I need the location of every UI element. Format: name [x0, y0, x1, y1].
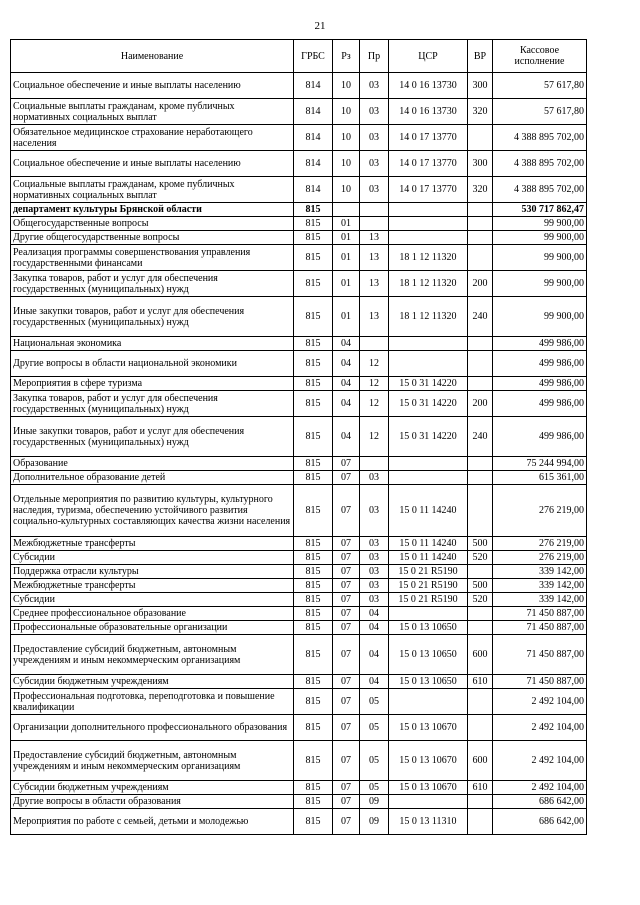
- cell-vr: [468, 337, 493, 351]
- cell-sum: 71 450 887,00: [493, 635, 587, 675]
- cell-pr: 13: [360, 231, 389, 245]
- table-row: [11, 537, 587, 551]
- cell-grbs: 815: [294, 621, 333, 635]
- cell-pr: 13: [360, 245, 389, 271]
- cell-grbs: 815: [294, 537, 333, 551]
- table-row: [11, 607, 587, 621]
- cell-name: Организации дополнительного профессионального образования: [11, 715, 294, 741]
- table-row: [11, 73, 587, 99]
- cell-name: Профессиональная подготовка, переподготовка и повышение квалификации: [11, 689, 294, 715]
- cell-vr: 320: [468, 99, 493, 125]
- cell-grbs: 815: [294, 781, 333, 795]
- cell-rz: 01: [333, 271, 360, 297]
- cell-vr: [468, 485, 493, 537]
- cell-pr: 13: [360, 271, 389, 297]
- cell-rz: 01: [333, 231, 360, 245]
- cell-sum: 71 450 887,00: [493, 607, 587, 621]
- cell-vr: [468, 203, 493, 217]
- cell-name: Субсидии бюджетным учреждениям: [11, 781, 294, 795]
- table-body: [11, 73, 587, 835]
- table-row: [11, 245, 587, 271]
- cell-csr: 15 0 21 R5190: [389, 593, 468, 607]
- table-row: [11, 231, 587, 245]
- cell-csr: [389, 337, 468, 351]
- cell-rz: 07: [333, 485, 360, 537]
- cell-csr: [389, 203, 468, 217]
- cell-sum: 57 617,80: [493, 99, 587, 125]
- table-row: [11, 809, 587, 835]
- cell-grbs: 815: [294, 593, 333, 607]
- cell-rz: 07: [333, 689, 360, 715]
- cell-grbs: 815: [294, 565, 333, 579]
- cell-pr: [360, 337, 389, 351]
- cell-rz: 04: [333, 391, 360, 417]
- cell-name: Социальное обеспечение и иные выплаты населению: [11, 151, 294, 177]
- cell-rz: 07: [333, 471, 360, 485]
- cell-csr: 18 1 12 11320: [389, 245, 468, 271]
- table-row: [11, 579, 587, 593]
- cell-vr: [468, 457, 493, 471]
- cell-sum: 686 642,00: [493, 809, 587, 835]
- cell-vr: 610: [468, 675, 493, 689]
- cell-name: Мероприятия по работе с семьей, детьми и молодежью: [11, 809, 294, 835]
- table-row: [11, 351, 587, 377]
- page-number: 21: [314, 20, 326, 32]
- table-row: [11, 391, 587, 417]
- cell-grbs: 814: [294, 125, 333, 151]
- cell-grbs: 815: [294, 245, 333, 271]
- cell-pr: 04: [360, 621, 389, 635]
- cell-grbs: 815: [294, 675, 333, 689]
- table-row: [11, 471, 587, 485]
- cell-sum: 4 388 895 702,00: [493, 177, 587, 203]
- cell-name: Социальные выплаты гражданам, кроме публичных нормативных социальных выплат: [11, 99, 294, 125]
- cell-name: Иные закупки товаров, работ и услуг для обеспечения государственных (муниципальных) нужд: [11, 417, 294, 457]
- cell-name: Закупка товаров, работ и услуг для обеспечения государственных (муниципальных) нужд: [11, 391, 294, 417]
- cell-pr: 09: [360, 809, 389, 835]
- cell-csr: [389, 457, 468, 471]
- cell-name: Другие общегосударственные вопросы: [11, 231, 294, 245]
- cell-vr: [468, 377, 493, 391]
- cell-sum: 276 219,00: [493, 551, 587, 565]
- table-row: [11, 203, 587, 217]
- cell-vr: 200: [468, 271, 493, 297]
- cell-name: Поддержка отрасли культуры: [11, 565, 294, 579]
- cell-sum: 99 900,00: [493, 231, 587, 245]
- cell-name: Предоставление субсидий бюджетным, автономным учреждениям и иным некоммерческим организациям: [11, 741, 294, 781]
- cell-csr: 15 0 31 14220: [389, 391, 468, 417]
- cell-name: департамент культуры Брянской области: [11, 203, 294, 217]
- cell-pr: 03: [360, 485, 389, 537]
- cell-name: Профессиональные образовательные организации: [11, 621, 294, 635]
- cell-grbs: 815: [294, 351, 333, 377]
- cell-csr: 15 0 21 R5190: [389, 565, 468, 579]
- table-row: [11, 593, 587, 607]
- table-row: [11, 271, 587, 297]
- cell-grbs: 815: [294, 579, 333, 593]
- cell-rz: 07: [333, 715, 360, 741]
- cell-sum: 99 900,00: [493, 217, 587, 231]
- cell-rz: 07: [333, 795, 360, 809]
- table-row: [11, 297, 587, 337]
- cell-csr: 14 0 17 13770: [389, 177, 468, 203]
- cell-csr: 15 0 13 10670: [389, 715, 468, 741]
- cell-pr: 04: [360, 635, 389, 675]
- cell-rz: 10: [333, 73, 360, 99]
- cell-vr: [468, 621, 493, 635]
- cell-pr: 12: [360, 351, 389, 377]
- table-row: [11, 675, 587, 689]
- cell-vr: 240: [468, 417, 493, 457]
- cell-vr: [468, 689, 493, 715]
- cell-name: Социальные выплаты гражданам, кроме публичных нормативных социальных выплат: [11, 177, 294, 203]
- cell-sum: 71 450 887,00: [493, 621, 587, 635]
- cell-sum: 99 900,00: [493, 271, 587, 297]
- cell-vr: [468, 231, 493, 245]
- table-row: [11, 177, 587, 203]
- cell-pr: [360, 457, 389, 471]
- cell-rz: 04: [333, 351, 360, 377]
- cell-sum: 499 986,00: [493, 377, 587, 391]
- cell-name: Иные закупки товаров, работ и услуг для обеспечения государственных (муниципальных) нужд: [11, 297, 294, 337]
- cell-vr: [468, 715, 493, 741]
- cell-sum: 99 900,00: [493, 297, 587, 337]
- cell-name: Другие вопросы в области образования: [11, 795, 294, 809]
- cell-sum: 615 361,00: [493, 471, 587, 485]
- table-row: [11, 417, 587, 457]
- cell-pr: 03: [360, 177, 389, 203]
- table-row: [11, 621, 587, 635]
- cell-pr: [360, 217, 389, 231]
- cell-pr: 03: [360, 151, 389, 177]
- table-row: [11, 217, 587, 231]
- cell-grbs: 815: [294, 689, 333, 715]
- cell-grbs: 815: [294, 231, 333, 245]
- cell-grbs: 815: [294, 217, 333, 231]
- table-row: [11, 565, 587, 579]
- cell-pr: 03: [360, 73, 389, 99]
- cell-sum: 686 642,00: [493, 795, 587, 809]
- cell-sum: 276 219,00: [493, 485, 587, 537]
- cell-rz: 04: [333, 417, 360, 457]
- cell-sum: 57 617,80: [493, 73, 587, 99]
- cell-rz: 07: [333, 809, 360, 835]
- cell-grbs: 815: [294, 391, 333, 417]
- cell-sum: 276 219,00: [493, 537, 587, 551]
- cell-grbs: 814: [294, 99, 333, 125]
- cell-csr: 15 0 11 14240: [389, 551, 468, 565]
- cell-csr: 14 0 17 13770: [389, 151, 468, 177]
- cell-vr: 300: [468, 151, 493, 177]
- cell-sum: 71 450 887,00: [493, 675, 587, 689]
- cell-name: Среднее профессиональное образование: [11, 607, 294, 621]
- cell-grbs: 815: [294, 635, 333, 675]
- cell-sum: 2 492 104,00: [493, 689, 587, 715]
- cell-csr: [389, 689, 468, 715]
- cell-vr: [468, 351, 493, 377]
- cell-name: Субсидии: [11, 551, 294, 565]
- cell-vr: 500: [468, 579, 493, 593]
- table-row: [11, 635, 587, 675]
- cell-vr: [468, 607, 493, 621]
- table-row: [11, 457, 587, 471]
- cell-sum: 99 900,00: [493, 245, 587, 271]
- cell-rz: 04: [333, 377, 360, 391]
- cell-sum: 2 492 104,00: [493, 781, 587, 795]
- cell-pr: 05: [360, 715, 389, 741]
- col-header-sum-line2: исполнение: [514, 56, 565, 67]
- cell-name: Мероприятия в сфере туризма: [11, 377, 294, 391]
- cell-pr: 05: [360, 689, 389, 715]
- col-header-grbs: ГРБС: [294, 40, 333, 73]
- cell-sum: 4 388 895 702,00: [493, 125, 587, 151]
- cell-pr: 12: [360, 377, 389, 391]
- cell-rz: 01: [333, 245, 360, 271]
- cell-grbs: 815: [294, 741, 333, 781]
- cell-csr: 15 0 13 10670: [389, 781, 468, 795]
- cell-pr: 12: [360, 391, 389, 417]
- cell-name: Субсидии бюджетным учреждениям: [11, 675, 294, 689]
- cell-rz: 10: [333, 177, 360, 203]
- cell-grbs: 814: [294, 73, 333, 99]
- cell-csr: 18 1 12 11320: [389, 297, 468, 337]
- cell-name: Закупка товаров, работ и услуг для обеспечения государственных (муниципальных) нужд: [11, 271, 294, 297]
- col-header-csr: ЦСР: [389, 40, 468, 73]
- table-row: [11, 781, 587, 795]
- cell-rz: 10: [333, 125, 360, 151]
- cell-csr: 15 0 13 11310: [389, 809, 468, 835]
- table-row: [11, 377, 587, 391]
- cell-name: Другие вопросы в области национальной экономики: [11, 351, 294, 377]
- cell-vr: [468, 809, 493, 835]
- cell-grbs: 814: [294, 151, 333, 177]
- cell-rz: 07: [333, 607, 360, 621]
- cell-vr: [468, 565, 493, 579]
- cell-grbs: 815: [294, 795, 333, 809]
- cell-pr: 03: [360, 537, 389, 551]
- cell-pr: 03: [360, 471, 389, 485]
- cell-rz: 07: [333, 457, 360, 471]
- cell-name: Обязательное медицинское страхование неработающего населения: [11, 125, 294, 151]
- cell-grbs: 815: [294, 809, 333, 835]
- cell-csr: 15 0 13 10650: [389, 675, 468, 689]
- cell-csr: [389, 795, 468, 809]
- cell-sum: 499 986,00: [493, 351, 587, 377]
- cell-name: Отдельные мероприятия по развитию культуры, культурного наследия, туризма, обеспечению устойчивого развития социально-культурных составляющих качества жизни населения: [11, 485, 294, 537]
- table-row: [11, 485, 587, 537]
- cell-grbs: 815: [294, 551, 333, 565]
- cell-vr: 500: [468, 537, 493, 551]
- cell-csr: 15 0 11 14240: [389, 485, 468, 537]
- cell-name: Дополнительное образование детей: [11, 471, 294, 485]
- table-row: [11, 99, 587, 125]
- cell-csr: 15 0 11 14240: [389, 537, 468, 551]
- cell-grbs: 815: [294, 203, 333, 217]
- cell-vr: 320: [468, 177, 493, 203]
- cell-csr: [389, 231, 468, 245]
- cell-grbs: 815: [294, 297, 333, 337]
- table-row: [11, 551, 587, 565]
- col-header-pr: Пр: [360, 40, 389, 73]
- cell-pr: 03: [360, 125, 389, 151]
- cell-rz: 01: [333, 297, 360, 337]
- cell-rz: 10: [333, 151, 360, 177]
- table-row: [11, 125, 587, 151]
- cell-rz: 07: [333, 621, 360, 635]
- cell-vr: 520: [468, 593, 493, 607]
- col-header-sum: [493, 40, 587, 73]
- cell-name: Межбюджетные трансферты: [11, 537, 294, 551]
- cell-csr: [389, 217, 468, 231]
- cell-name: Межбюджетные трансферты: [11, 579, 294, 593]
- cell-rz: 07: [333, 593, 360, 607]
- cell-pr: 03: [360, 565, 389, 579]
- cell-csr: [389, 471, 468, 485]
- col-header-vr: ВР: [468, 40, 493, 73]
- cell-csr: [389, 351, 468, 377]
- table-row: [11, 741, 587, 781]
- cell-vr: 240: [468, 297, 493, 337]
- cell-rz: 07: [333, 551, 360, 565]
- cell-grbs: 815: [294, 607, 333, 621]
- cell-rz: 07: [333, 781, 360, 795]
- cell-csr: 15 0 13 10650: [389, 635, 468, 675]
- cell-pr: 05: [360, 781, 389, 795]
- cell-rz: 07: [333, 579, 360, 593]
- table-row: [11, 151, 587, 177]
- cell-pr: 03: [360, 551, 389, 565]
- cell-name: Реализация программы совершенствования управления государственными финансами: [11, 245, 294, 271]
- cell-pr: 03: [360, 99, 389, 125]
- cell-pr: 05: [360, 741, 389, 781]
- cell-vr: 300: [468, 73, 493, 99]
- table-row: [11, 715, 587, 741]
- table-row: [11, 337, 587, 351]
- cell-csr: [389, 607, 468, 621]
- cell-vr: [468, 217, 493, 231]
- cell-sum: 339 142,00: [493, 579, 587, 593]
- budget-table: [10, 39, 587, 835]
- cell-vr: [468, 125, 493, 151]
- cell-grbs: 815: [294, 271, 333, 297]
- cell-name: Национальная экономика: [11, 337, 294, 351]
- cell-rz: 04: [333, 337, 360, 351]
- cell-rz: [333, 203, 360, 217]
- cell-rz: 07: [333, 635, 360, 675]
- col-header-sum-line1: Кассовое: [519, 45, 560, 56]
- cell-vr: [468, 245, 493, 271]
- cell-csr: 14 0 16 13730: [389, 99, 468, 125]
- cell-csr: 15 0 31 14220: [389, 417, 468, 457]
- cell-csr: 14 0 16 13730: [389, 73, 468, 99]
- cell-sum: 4 388 895 702,00: [493, 151, 587, 177]
- cell-pr: 09: [360, 795, 389, 809]
- cell-sum: 75 244 994,00: [493, 457, 587, 471]
- cell-vr: 200: [468, 391, 493, 417]
- cell-rz: 10: [333, 99, 360, 125]
- cell-csr: 15 0 13 10650: [389, 621, 468, 635]
- table-row: [11, 795, 587, 809]
- cell-grbs: 815: [294, 715, 333, 741]
- cell-pr: 03: [360, 579, 389, 593]
- cell-name: Образование: [11, 457, 294, 471]
- table-header-row: [11, 40, 587, 73]
- cell-grbs: 815: [294, 377, 333, 391]
- cell-sum: 499 986,00: [493, 337, 587, 351]
- cell-pr: 03: [360, 593, 389, 607]
- cell-pr: [360, 203, 389, 217]
- cell-vr: 610: [468, 781, 493, 795]
- cell-name: Социальное обеспечение и иные выплаты населению: [11, 73, 294, 99]
- cell-vr: 600: [468, 635, 493, 675]
- cell-vr: [468, 795, 493, 809]
- cell-sum: 339 142,00: [493, 565, 587, 579]
- cell-name: Предоставление субсидий бюджетным, автономным учреждениям и иным некоммерческим организациям: [11, 635, 294, 675]
- cell-grbs: 814: [294, 177, 333, 203]
- cell-sum: 499 986,00: [493, 417, 587, 457]
- col-header-rz: Рз: [333, 40, 360, 73]
- cell-sum: 499 986,00: [493, 391, 587, 417]
- cell-grbs: 815: [294, 457, 333, 471]
- cell-rz: 07: [333, 537, 360, 551]
- cell-pr: 04: [360, 607, 389, 621]
- cell-rz: 07: [333, 741, 360, 781]
- cell-rz: 07: [333, 675, 360, 689]
- cell-pr: 04: [360, 675, 389, 689]
- cell-pr: 13: [360, 297, 389, 337]
- cell-sum: 339 142,00: [493, 593, 587, 607]
- col-header-name: Наименование: [11, 40, 294, 73]
- cell-csr: 15 0 13 10670: [389, 741, 468, 781]
- cell-grbs: 815: [294, 337, 333, 351]
- table-row: [11, 689, 587, 715]
- cell-vr: 520: [468, 551, 493, 565]
- cell-sum: 530 717 862,47: [493, 203, 587, 217]
- cell-vr: 600: [468, 741, 493, 781]
- cell-csr: 15 0 31 14220: [389, 377, 468, 391]
- cell-vr: [468, 471, 493, 485]
- cell-rz: 01: [333, 217, 360, 231]
- cell-csr: 18 1 12 11320: [389, 271, 468, 297]
- cell-grbs: 815: [294, 417, 333, 457]
- cell-grbs: 815: [294, 485, 333, 537]
- cell-pr: 12: [360, 417, 389, 457]
- cell-rz: 07: [333, 565, 360, 579]
- cell-grbs: 815: [294, 471, 333, 485]
- cell-csr: 15 0 21 R5190: [389, 579, 468, 593]
- cell-name: Субсидии: [11, 593, 294, 607]
- cell-csr: 14 0 17 13770: [389, 125, 468, 151]
- cell-sum: 2 492 104,00: [493, 741, 587, 781]
- cell-sum: 2 492 104,00: [493, 715, 587, 741]
- cell-name: Общегосударственные вопросы: [11, 217, 294, 231]
